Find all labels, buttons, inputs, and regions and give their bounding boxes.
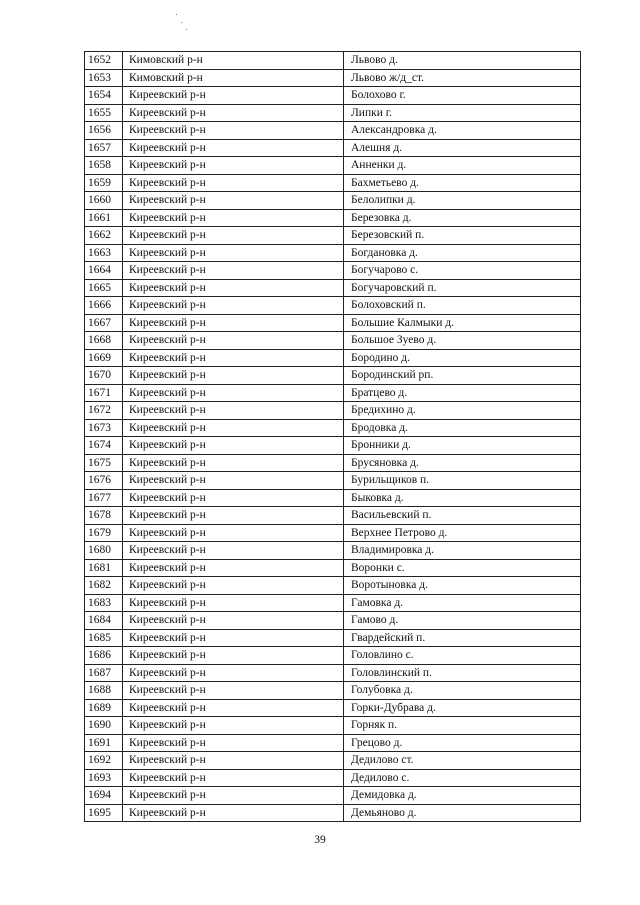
settlement-cell: Бродовка д. — [344, 419, 581, 437]
table-row — [85, 367, 581, 385]
row-number: 1688 — [85, 682, 123, 700]
district-cell: Киреевский р-н — [123, 314, 344, 332]
settlement-cell: Брусяновка д. — [344, 454, 581, 472]
table-row — [85, 419, 581, 437]
settlement-cell: Березовский п. — [344, 227, 581, 245]
settlement-cell: Владимировка д. — [344, 542, 581, 560]
row-number: 1680 — [85, 542, 123, 560]
table-row — [85, 577, 581, 595]
settlement-cell: Васильевский п. — [344, 507, 581, 525]
row-number: 1656 — [85, 122, 123, 140]
district-cell: Киреевский р-н — [123, 717, 344, 735]
district-cell: Киреевский р-н — [123, 122, 344, 140]
table-row — [85, 699, 581, 717]
table-row — [85, 594, 581, 612]
row-number: 1693 — [85, 769, 123, 787]
table-row — [85, 524, 581, 542]
table-row — [85, 647, 581, 665]
table-row — [85, 349, 581, 367]
district-cell: Киреевский р-н — [123, 664, 344, 682]
district-cell: Киреевский р-н — [123, 209, 344, 227]
settlement-cell: Богдановка д. — [344, 244, 581, 262]
district-cell: Киреевский р-н — [123, 104, 344, 122]
settlement-cell: Головлинский п. — [344, 664, 581, 682]
row-number: 1660 — [85, 192, 123, 210]
settlement-cell: Дедилово ст. — [344, 752, 581, 770]
district-cell: Киреевский р-н — [123, 384, 344, 402]
table-row — [85, 244, 581, 262]
table-row — [85, 472, 581, 490]
district-cell: Кимовский р-н — [123, 69, 344, 87]
district-cell: Киреевский р-н — [123, 349, 344, 367]
table-row — [85, 402, 581, 420]
settlement-cell: Демьяново д. — [344, 804, 581, 822]
district-cell: Киреевский р-н — [123, 402, 344, 420]
district-cell: Киреевский р-н — [123, 682, 344, 700]
settlement-cell: Грецово д. — [344, 734, 581, 752]
table-row — [85, 454, 581, 472]
district-cell: Киреевский р-н — [123, 734, 344, 752]
row-number: 1689 — [85, 699, 123, 717]
row-number: 1690 — [85, 717, 123, 735]
row-number: 1653 — [85, 69, 123, 87]
settlements-table — [84, 51, 581, 822]
settlement-cell: Болохово г. — [344, 87, 581, 105]
row-number: 1682 — [85, 577, 123, 595]
district-cell: Киреевский р-н — [123, 594, 344, 612]
district-cell: Киреевский р-н — [123, 577, 344, 595]
settlement-cell: Анненки д. — [344, 157, 581, 175]
district-cell: Киреевский р-н — [123, 437, 344, 455]
row-number: 1686 — [85, 647, 123, 665]
table-row — [85, 717, 581, 735]
district-cell: Киреевский р-н — [123, 192, 344, 210]
row-number: 1654 — [85, 87, 123, 105]
table-row — [85, 787, 581, 805]
table-row — [85, 489, 581, 507]
row-number: 1694 — [85, 787, 123, 805]
settlement-cell: Быковка д. — [344, 489, 581, 507]
row-number: 1683 — [85, 594, 123, 612]
row-number: 1684 — [85, 612, 123, 630]
district-cell: Киреевский р-н — [123, 507, 344, 525]
scan-speck — [181, 22, 182, 23]
table-row — [85, 769, 581, 787]
settlement-cell: Белолипки д. — [344, 192, 581, 210]
district-cell: Киреевский р-н — [123, 157, 344, 175]
settlement-cell: Львово ж/д_ст. — [344, 69, 581, 87]
row-number: 1668 — [85, 332, 123, 350]
settlement-cell: Бронники д. — [344, 437, 581, 455]
table-row — [85, 612, 581, 630]
district-cell: Киреевский р-н — [123, 367, 344, 385]
table-row — [85, 682, 581, 700]
settlement-cell: Горки-Дубрава д. — [344, 699, 581, 717]
district-cell: Кимовский р-н — [123, 52, 344, 70]
table-row — [85, 122, 581, 140]
district-cell: Киреевский р-н — [123, 489, 344, 507]
settlement-cell: Липки г. — [344, 104, 581, 122]
table-row — [85, 664, 581, 682]
settlement-cell: Болоховский п. — [344, 297, 581, 315]
table-row — [85, 157, 581, 175]
district-cell: Киреевский р-н — [123, 454, 344, 472]
district-cell: Киреевский р-н — [123, 139, 344, 157]
district-cell: Киреевский р-н — [123, 332, 344, 350]
district-cell: Киреевский р-н — [123, 87, 344, 105]
row-number: 1687 — [85, 664, 123, 682]
table-row — [85, 332, 581, 350]
settlement-cell: Верхнее Петрово д. — [344, 524, 581, 542]
settlement-cell: Большие Калмыки д. — [344, 314, 581, 332]
row-number: 1692 — [85, 752, 123, 770]
table-row — [85, 437, 581, 455]
table-row — [85, 139, 581, 157]
table-row — [85, 559, 581, 577]
district-cell: Киреевский р-н — [123, 524, 344, 542]
table-row — [85, 174, 581, 192]
table-row — [85, 227, 581, 245]
table-row — [85, 104, 581, 122]
table-row — [85, 192, 581, 210]
table-row — [85, 279, 581, 297]
row-number: 1674 — [85, 437, 123, 455]
table-row — [85, 262, 581, 280]
row-number: 1658 — [85, 157, 123, 175]
row-number: 1678 — [85, 507, 123, 525]
settlement-cell: Братцево д. — [344, 384, 581, 402]
district-cell: Киреевский р-н — [123, 559, 344, 577]
row-number: 1677 — [85, 489, 123, 507]
district-cell: Киреевский р-н — [123, 612, 344, 630]
settlement-cell: Богучаровский п. — [344, 279, 581, 297]
settlement-cell: Бахметьево д. — [344, 174, 581, 192]
settlement-cell: Воротыновка д. — [344, 577, 581, 595]
row-number: 1664 — [85, 262, 123, 280]
row-number: 1676 — [85, 472, 123, 490]
row-number: 1695 — [85, 804, 123, 822]
row-number: 1661 — [85, 209, 123, 227]
district-cell: Киреевский р-н — [123, 752, 344, 770]
district-cell: Киреевский р-н — [123, 174, 344, 192]
settlement-cell: Богучарово с. — [344, 262, 581, 280]
settlement-cell: Бурильщиков п. — [344, 472, 581, 490]
scan-speck — [186, 29, 187, 30]
table-row — [85, 384, 581, 402]
district-cell: Киреевский р-н — [123, 787, 344, 805]
district-cell: Киреевский р-н — [123, 804, 344, 822]
district-cell: Киреевский р-н — [123, 262, 344, 280]
settlement-cell: Гвардейский п. — [344, 629, 581, 647]
table-row — [85, 314, 581, 332]
table-row — [85, 752, 581, 770]
row-number: 1662 — [85, 227, 123, 245]
settlement-cell: Львово д. — [344, 52, 581, 70]
settlement-cell: Головлино с. — [344, 647, 581, 665]
row-number: 1681 — [85, 559, 123, 577]
table-row — [85, 542, 581, 560]
row-number: 1663 — [85, 244, 123, 262]
page-number: 39 — [314, 834, 326, 846]
district-cell: Киреевский р-н — [123, 647, 344, 665]
row-number: 1671 — [85, 384, 123, 402]
district-cell: Киреевский р-н — [123, 244, 344, 262]
district-cell: Киреевский р-н — [123, 279, 344, 297]
row-number: 1655 — [85, 104, 123, 122]
settlement-cell: Гамово д. — [344, 612, 581, 630]
row-number: 1685 — [85, 629, 123, 647]
row-number: 1667 — [85, 314, 123, 332]
settlement-cell: Воронки с. — [344, 559, 581, 577]
row-number: 1666 — [85, 297, 123, 315]
settlement-cell: Голубовка д. — [344, 682, 581, 700]
settlement-cell: Большое Зуево д. — [344, 332, 581, 350]
table-row — [85, 297, 581, 315]
row-number: 1691 — [85, 734, 123, 752]
settlement-cell: Бредихино д. — [344, 402, 581, 420]
settlement-cell: Горняк п. — [344, 717, 581, 735]
table-row — [85, 734, 581, 752]
table-row — [85, 69, 581, 87]
district-cell: Киреевский р-н — [123, 419, 344, 437]
table-row — [85, 804, 581, 822]
district-cell: Киреевский р-н — [123, 769, 344, 787]
district-cell: Киреевский р-н — [123, 629, 344, 647]
row-number: 1652 — [85, 52, 123, 70]
row-number: 1672 — [85, 402, 123, 420]
table-row — [85, 52, 581, 70]
settlement-cell: Березовка д. — [344, 209, 581, 227]
district-cell: Киреевский р-н — [123, 542, 344, 560]
row-number: 1657 — [85, 139, 123, 157]
row-number: 1659 — [85, 174, 123, 192]
table-body — [85, 52, 581, 822]
settlement-cell: Демидовка д. — [344, 787, 581, 805]
row-number: 1669 — [85, 349, 123, 367]
settlement-cell: Бородинский рп. — [344, 367, 581, 385]
row-number: 1673 — [85, 419, 123, 437]
district-cell: Киреевский р-н — [123, 699, 344, 717]
row-number: 1670 — [85, 367, 123, 385]
table-row — [85, 209, 581, 227]
table-row — [85, 507, 581, 525]
settlement-cell: Дедилово с. — [344, 769, 581, 787]
district-cell: Киреевский р-н — [123, 472, 344, 490]
settlement-cell: Гамовка д. — [344, 594, 581, 612]
scan-speck — [176, 14, 177, 15]
row-number: 1675 — [85, 454, 123, 472]
settlement-cell: Алешня д. — [344, 139, 581, 157]
district-cell: Киреевский р-н — [123, 227, 344, 245]
row-number: 1679 — [85, 524, 123, 542]
settlement-cell: Александровка д. — [344, 122, 581, 140]
table-row — [85, 87, 581, 105]
row-number: 1665 — [85, 279, 123, 297]
district-cell: Киреевский р-н — [123, 297, 344, 315]
table-row — [85, 629, 581, 647]
settlement-cell: Бородино д. — [344, 349, 581, 367]
